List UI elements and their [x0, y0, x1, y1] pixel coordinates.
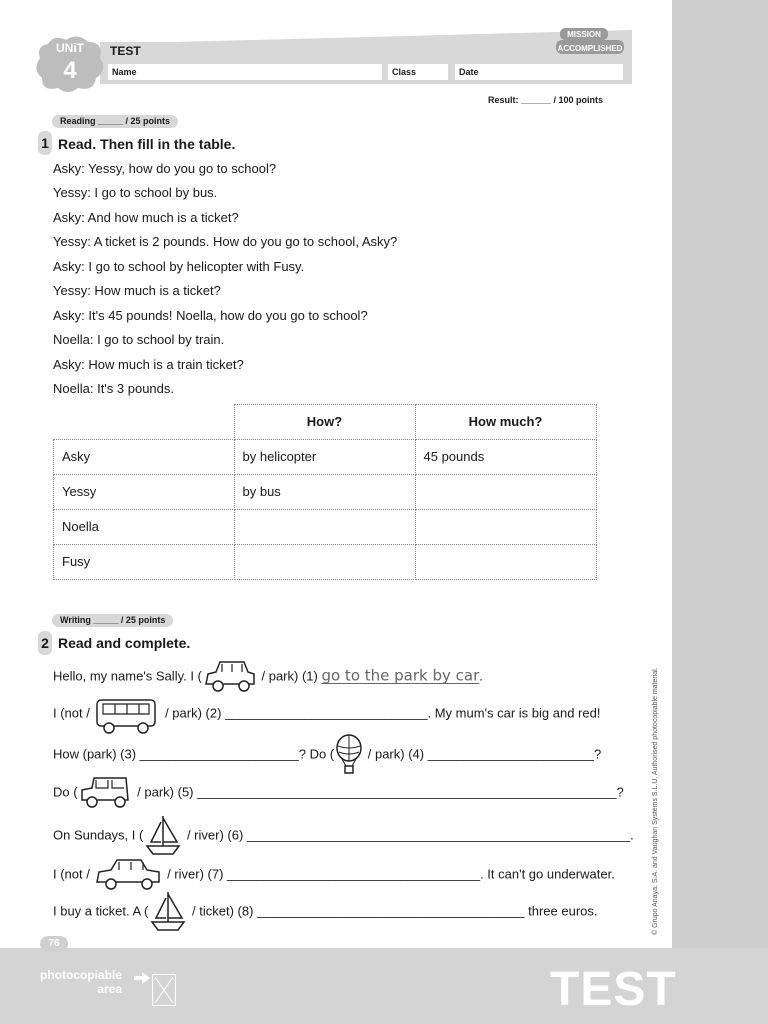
dialogue-line: Noella: It's 3 pounds. [53, 381, 174, 396]
table-cell-name: Noella [54, 509, 235, 544]
arrow-right-icon [134, 972, 150, 984]
table-row [54, 439, 597, 474]
hot-air-balloon-icon [334, 734, 364, 776]
date-field[interactable]: Date [455, 64, 623, 80]
table-row [54, 474, 597, 509]
transport-table [53, 404, 597, 580]
mission-accomplished-logo [556, 26, 626, 56]
table-cell-how[interactable] [234, 544, 415, 579]
name-field[interactable]: Name [108, 64, 382, 80]
car-icon [202, 658, 258, 696]
exercise-2-number: 2 [38, 631, 52, 655]
exercise-1-number: 1 [38, 131, 52, 155]
writing-line-4: Do ( / park) (5) __________________________________________________________? [53, 774, 624, 812]
table-cell-how-much[interactable] [415, 544, 596, 579]
dialogue-line: Asky: Yessy, how do you go to school? [53, 161, 277, 176]
writing-line-3: How (park) (3) ______________________? Do ( / park) (4) _______________________? [53, 734, 601, 776]
table-cell-name: Asky [54, 439, 235, 474]
dialogue-line: Asky: And how much is a ticket? [53, 210, 239, 225]
table-row [54, 544, 597, 579]
result-score: Result: ______ / 100 points [488, 95, 604, 105]
table-cell-how[interactable] [234, 509, 415, 544]
unit-number: 4 [63, 57, 77, 84]
dialogue-line: Asky: I go to school by helicopter with Fusy. [53, 259, 305, 274]
page-number: 76 [40, 936, 68, 952]
dialogue-line: Noella: I go to school by train. [53, 332, 225, 347]
writing-line-6: I (not / / river) (7) ___________________________________. It can't go underwater. [53, 856, 615, 894]
answer-1[interactable]: go to the park by car [321, 666, 480, 685]
footer-test-label: TEST [550, 963, 677, 1016]
bus-icon [93, 692, 161, 736]
table-cell-how-much: 45 pounds [415, 439, 596, 474]
table-cell-how-much[interactable] [415, 509, 596, 544]
table-header-how: How? [234, 405, 415, 440]
table-row [54, 509, 597, 544]
table-cell-how-much[interactable] [415, 474, 596, 509]
class-field[interactable]: Class [388, 64, 448, 80]
unit-word: UNiT [56, 41, 84, 55]
writing-line-5: On Sundays, I ( / river) (6) _____________________________________________________. [53, 814, 634, 858]
table-cell-name: Yessy [54, 474, 235, 509]
svg-text:ACCOMPLISHED: ACCOMPLISHED [557, 44, 623, 53]
table-corner-cell [54, 405, 235, 440]
table-cell-how: by helicopter [234, 439, 415, 474]
jeep-icon [78, 774, 134, 812]
writing-line-1: Hello, my name's Sally. I ( / park) (1) go to the park by car. [53, 658, 483, 696]
photocopiable-label: photocopiable area [40, 968, 122, 996]
sailboat-icon [143, 814, 183, 858]
table-cell-how: by bus [234, 474, 415, 509]
unit-badge [34, 34, 106, 92]
scissors-box-icon [152, 974, 176, 1006]
dialogue-line: Yessy: How much is a ticket? [53, 283, 221, 298]
table-header-how-much: How much? [415, 405, 596, 440]
table-header-row [54, 405, 597, 440]
sailboat-icon [148, 890, 188, 934]
table-cell-name: Fusy [54, 544, 235, 579]
writing-points-pill: Writing _____ / 25 points [52, 614, 173, 627]
right-margin [672, 0, 768, 1024]
car-icon [93, 856, 163, 894]
copyright-notice: © Grupo Anaya, S.A. and Vaughan Systems S.L.U. Authorised photocopiable material. [652, 667, 659, 935]
dialogue-line: Asky: How much is a train ticket? [53, 357, 244, 372]
exercise-1-title: Read. Then fill in the table. [58, 136, 236, 152]
writing-line-7: I buy a ticket. A ( / ticket) (8) _____________________________________ three euros. [53, 890, 598, 934]
dialogue-line: Yessy: I go to school by bus. [53, 185, 218, 200]
exercise-2-title: Read and complete. [58, 635, 191, 651]
svg-text:MISSION: MISSION [567, 30, 601, 39]
header-title: TEST [110, 44, 141, 58]
writing-line-2: I (not / / park) (2) ____________________________. My mum's car is big and red! [53, 692, 600, 736]
reading-points-pill: Reading _____ / 25 points [52, 115, 178, 128]
dialogue-line: Asky: It's 45 pounds! Noella, how do you go to school? [53, 308, 368, 323]
dialogue-line: Yessy: A ticket is 2 pounds. How do you go to school, Asky? [53, 234, 398, 249]
